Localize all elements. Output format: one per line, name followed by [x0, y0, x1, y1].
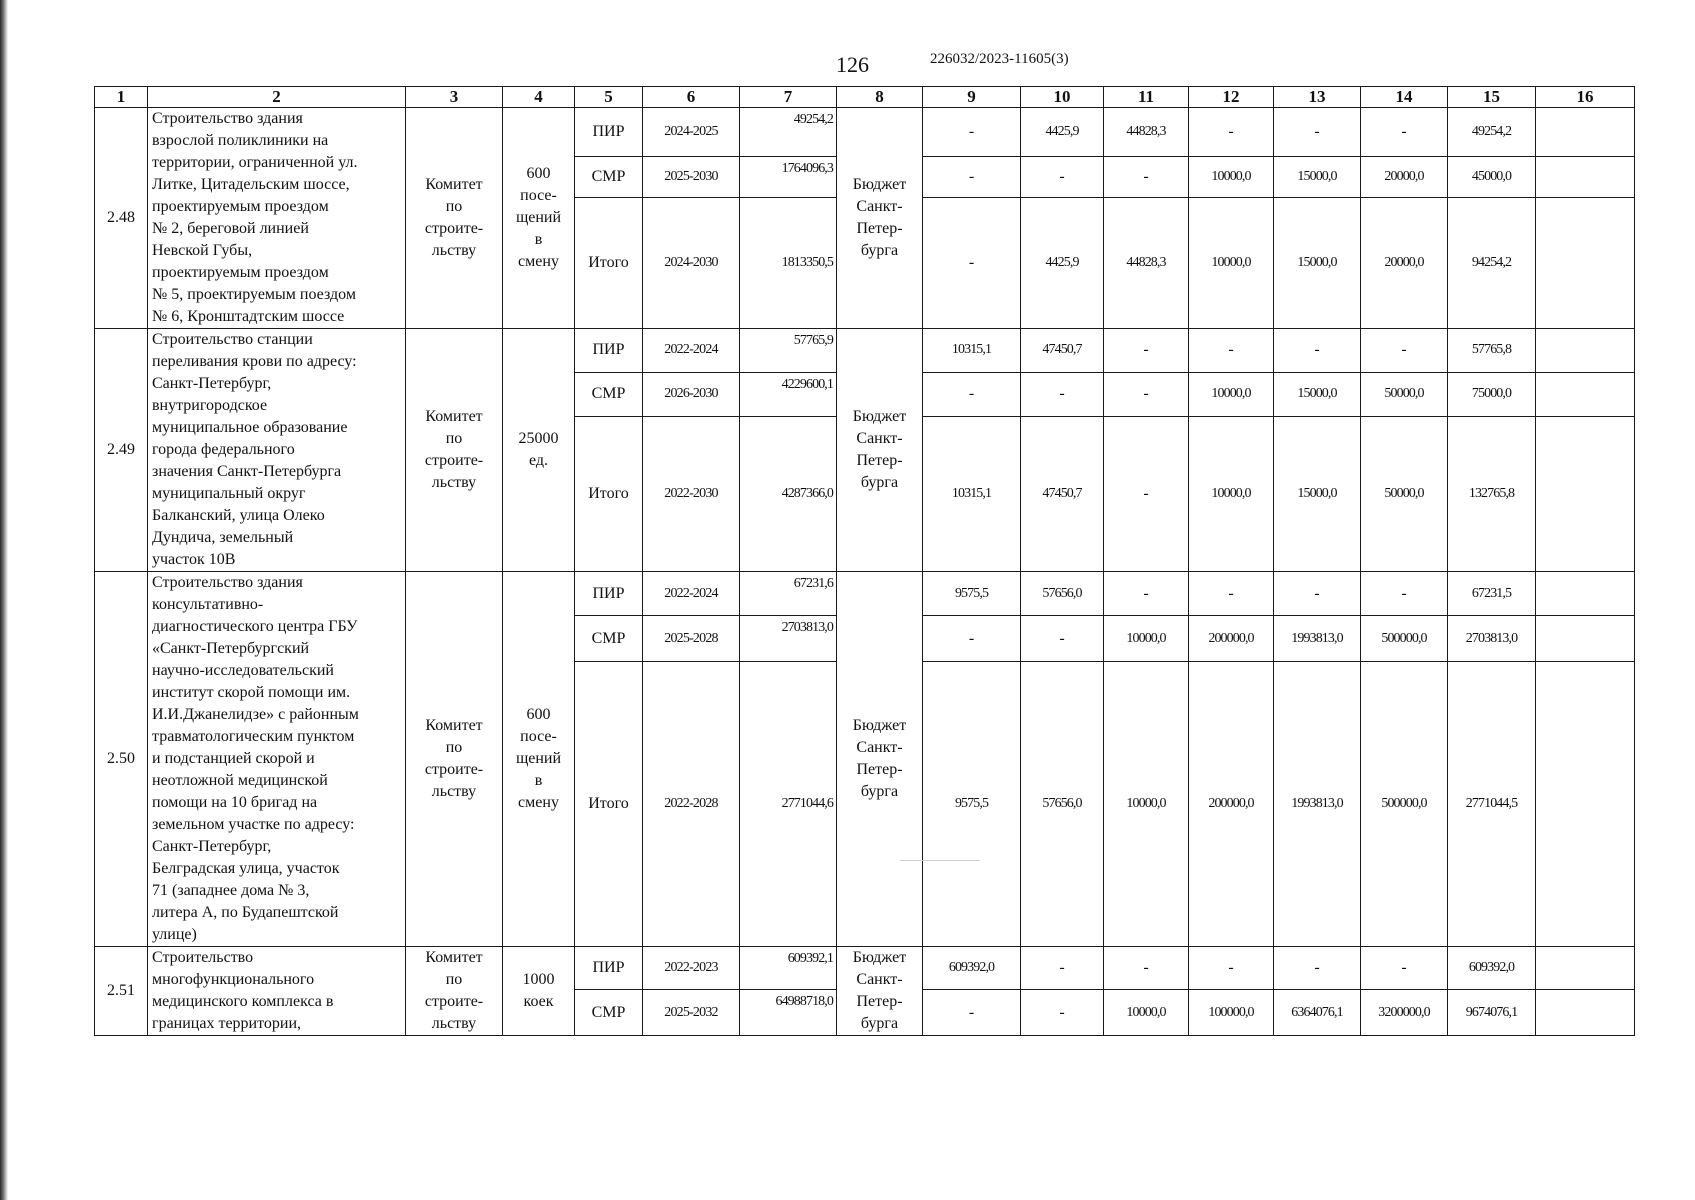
stage: СМР [575, 990, 643, 1036]
object-name-line: земельном участке по адресу: [152, 816, 355, 833]
year-amount-col-13: - [1274, 108, 1361, 157]
estimated-cost: 67231,6 [740, 572, 837, 616]
stage: ПИР [575, 329, 643, 373]
period: 2022-2028 [643, 662, 740, 947]
stage: ПИР [575, 947, 643, 990]
year-amount-col-13: 1993813,0 [1274, 662, 1361, 947]
header-col-9: 9 [923, 87, 1021, 108]
object-name-line: травматологическим пунктом [152, 728, 355, 745]
object-name-line: консультативно- [152, 596, 264, 613]
funding-source-line: Петер- [856, 452, 903, 469]
year-amount-col-11: - [1104, 572, 1189, 616]
row-number: 2.51 [95, 947, 148, 1036]
object-name-line: многофункционального [152, 971, 315, 988]
object-name-line: Литке, Цитадельским шоссе, [152, 176, 350, 193]
year-amount-col-16 [1536, 662, 1635, 947]
table-row [95, 329, 1635, 373]
object-name-line: проектируемым проездом [152, 198, 329, 215]
estimated-cost: 2703813,0 [740, 616, 837, 662]
object-name-line: значения Санкт-Петербурга [152, 463, 342, 480]
object-name-line: научно-исследовательский [152, 662, 334, 679]
period: 2025-2030 [643, 157, 740, 198]
estimated-cost: 57765,9 [740, 329, 837, 373]
year-amount-col-16 [1536, 198, 1635, 329]
object-name-line: Строительство станции [152, 331, 313, 348]
row-number: 2.48 [95, 108, 148, 329]
funding-source-line: бурга [860, 242, 899, 259]
object-name-line: и подстанцией скорой и [152, 750, 315, 767]
capacity-line: 600 [526, 706, 551, 723]
object-name-line: Строительство здания [152, 574, 303, 591]
object-name-line: институт скорой помощи им. [152, 684, 351, 701]
period: 2024-2025 [643, 108, 740, 157]
year-amount-col-14: 500000,0 [1361, 616, 1448, 662]
year-amount-col-10: 4425,9 [1021, 108, 1104, 157]
year-amount-col-9: 10315,1 [923, 416, 1021, 571]
customer-line: строите- [424, 452, 484, 469]
year-amount-col-10: - [1021, 990, 1104, 1036]
table-row [95, 572, 1635, 616]
year-amount-col-11: 44828,3 [1104, 108, 1189, 157]
object-name-line: Санкт-Петербург, [152, 375, 272, 392]
funding-source-line: бурга [860, 1015, 899, 1032]
customer [406, 108, 503, 329]
year-amount-col-11: - [1104, 372, 1189, 416]
object-name-line: внутригородское [152, 397, 268, 414]
year-amount-col-14: - [1361, 329, 1448, 373]
customer-line: по [445, 971, 463, 988]
object-name-line: города федерального [152, 441, 295, 458]
period: 2022-2030 [643, 416, 740, 571]
row-number: 2.50 [95, 572, 148, 947]
year-amount-col-9: 10315,1 [923, 329, 1021, 373]
capacity-line: в [534, 772, 543, 789]
object-name-line: № 5, проектируемым поездом [152, 286, 356, 303]
funding-source-line: Петер- [856, 993, 903, 1010]
header-col-3: 3 [406, 87, 503, 108]
estimated-cost: 4229600,1 [740, 372, 837, 416]
year-amount-col-13: 15000,0 [1274, 416, 1361, 571]
year-amount-col-16 [1536, 108, 1635, 157]
scan-edge [0, 0, 8, 1200]
header-col-12: 12 [1189, 87, 1274, 108]
object-name-line: Санкт-Петербург, [152, 838, 272, 855]
year-amount-col-11: 44828,3 [1104, 198, 1189, 329]
year-amount-col-14: - [1361, 108, 1448, 157]
stage: ПИР [575, 572, 643, 616]
stage: СМР [575, 616, 643, 662]
year-amount-col-10: 47450,7 [1021, 416, 1104, 571]
funding-source-line: Бюджет [852, 949, 907, 966]
capacity-line: 1000 [522, 971, 555, 988]
row-number: 2.49 [95, 329, 148, 572]
stage: СМР [575, 372, 643, 416]
year-amount-col-12: 10000,0 [1189, 157, 1274, 198]
capacity [503, 947, 575, 1036]
year-amount-col-15: 609392,0 [1448, 947, 1536, 990]
year-amount-col-14: 50000,0 [1361, 416, 1448, 571]
year-amount-col-9: - [923, 108, 1021, 157]
document-code: 226032/2023-11605(3) [930, 51, 1069, 67]
funding-source-line: Петер- [856, 220, 903, 237]
object-name-line: неотложной медицинской [152, 772, 328, 789]
year-amount-col-13: 15000,0 [1274, 157, 1361, 198]
page-number: 126 [836, 52, 869, 77]
funding-source [837, 947, 923, 1036]
year-amount-col-10: 47450,7 [1021, 329, 1104, 373]
customer-line: по [445, 739, 463, 756]
object-name-line: № 2, береговой линией [152, 220, 309, 237]
funding-source [837, 329, 923, 572]
year-amount-col-12: - [1189, 108, 1274, 157]
funding-source-line: бурга [860, 783, 899, 800]
object-name-line: территории, ограниченной ул. [152, 154, 358, 171]
object-name-line: улице) [152, 926, 197, 943]
investment-table [94, 86, 1635, 1036]
year-amount-col-9: - [923, 198, 1021, 329]
year-amount-col-10: 57656,0 [1021, 662, 1104, 947]
year-amount-col-13: - [1274, 329, 1361, 373]
year-amount-col-15: 2771044,5 [1448, 662, 1536, 947]
year-amount-col-12: 100000,0 [1189, 990, 1274, 1036]
year-amount-col-9: 9575,5 [923, 572, 1021, 616]
object-name-line: Балканский, улица Олеко [152, 507, 325, 524]
scan-artifact-line [900, 860, 980, 861]
customer-line: льству [431, 783, 477, 800]
year-amount-col-12: - [1189, 572, 1274, 616]
year-amount-col-13: - [1274, 947, 1361, 990]
object-name [148, 572, 406, 947]
period: 2022-2024 [643, 572, 740, 616]
stage: Итого [575, 416, 643, 571]
year-amount-col-12: 10000,0 [1189, 198, 1274, 329]
object-name-line: муниципальный округ [152, 485, 306, 502]
customer-line: Комитет [425, 176, 483, 193]
year-amount-col-14: 20000,0 [1361, 198, 1448, 329]
funding-source-line: Петер- [856, 761, 903, 778]
object-name-line: Белградская улица, участок [152, 860, 340, 877]
object-name [148, 947, 406, 1036]
year-amount-col-15: 49254,2 [1448, 108, 1536, 157]
year-amount-col-11: 10000,0 [1104, 990, 1189, 1036]
header-col-1: 1 [95, 87, 148, 108]
funding-source-line: Санкт- [856, 971, 903, 988]
capacity-line: 600 [526, 165, 551, 182]
year-amount-col-12: 10000,0 [1189, 372, 1274, 416]
year-amount-col-10: - [1021, 372, 1104, 416]
object-name-line: диагностического центра ГБУ [152, 618, 358, 635]
capacity-line: посе- [520, 728, 557, 745]
customer-line: строите- [424, 993, 484, 1010]
year-amount-col-9: 609392,0 [923, 947, 1021, 990]
header-col-5: 5 [575, 87, 643, 108]
year-amount-col-12: 10000,0 [1189, 416, 1274, 571]
year-amount-col-13: 6364076,1 [1274, 990, 1361, 1036]
table-row [95, 947, 1635, 990]
year-amount-col-12: - [1189, 329, 1274, 373]
year-amount-col-15: 75000,0 [1448, 372, 1536, 416]
object-name-line: взрослой поликлиники на [152, 132, 329, 149]
customer-line: по [445, 198, 463, 215]
year-amount-col-16 [1536, 572, 1635, 616]
stage: ПИР [575, 108, 643, 157]
header-col-11: 11 [1104, 87, 1189, 108]
year-amount-col-11: - [1104, 329, 1189, 373]
object-name-line: Невской Губы, [152, 242, 253, 259]
year-amount-col-11: 10000,0 [1104, 662, 1189, 947]
estimated-cost: 1764096,3 [740, 157, 837, 198]
estimated-cost: 2771044,6 [740, 662, 837, 947]
customer [406, 329, 503, 572]
estimated-cost: 49254,2 [740, 108, 837, 157]
customer-line: Комитет [425, 408, 483, 425]
customer-line: льству [431, 474, 477, 491]
customer-line: по [445, 430, 463, 447]
funding-source-line: Бюджет [852, 717, 907, 734]
year-amount-col-11: - [1104, 947, 1189, 990]
year-amount-col-14: 50000,0 [1361, 372, 1448, 416]
customer-line: Комитет [425, 949, 483, 966]
year-amount-col-11: - [1104, 416, 1189, 571]
object-name-line: Строительство [152, 949, 254, 966]
table-row [95, 108, 1635, 157]
capacity-line: посе- [520, 187, 557, 204]
header-col-6: 6 [643, 87, 740, 108]
capacity-line: щений [515, 209, 562, 226]
year-amount-col-13: 15000,0 [1274, 198, 1361, 329]
estimated-cost: 1813350,5 [740, 198, 837, 329]
object-name [148, 329, 406, 572]
header-col-14: 14 [1361, 87, 1448, 108]
capacity [503, 572, 575, 947]
header-col-15: 15 [1448, 87, 1536, 108]
year-amount-col-15: 9674076,1 [1448, 990, 1536, 1036]
year-amount-col-13: 1993813,0 [1274, 616, 1361, 662]
stage: СМР [575, 157, 643, 198]
year-amount-col-16 [1536, 616, 1635, 662]
funding-source [837, 108, 923, 329]
header-col-7: 7 [740, 87, 837, 108]
year-amount-col-13: - [1274, 572, 1361, 616]
year-amount-col-14: 20000,0 [1361, 157, 1448, 198]
stage: Итого [575, 198, 643, 329]
year-amount-col-15: 94254,2 [1448, 198, 1536, 329]
period: 2022-2023 [643, 947, 740, 990]
estimated-cost: 4287366,0 [740, 416, 837, 571]
year-amount-col-10: - [1021, 157, 1104, 198]
year-amount-col-16 [1536, 947, 1635, 990]
funding-source-line: Санкт- [856, 430, 903, 447]
stage: Итого [575, 662, 643, 947]
customer-line: строите- [424, 220, 484, 237]
customer-line: Комитет [425, 717, 483, 734]
period: 2022-2024 [643, 329, 740, 373]
year-amount-col-16 [1536, 372, 1635, 416]
header-row [95, 87, 1635, 108]
estimated-cost: 609392,1 [740, 947, 837, 990]
capacity-line: смену [518, 253, 559, 270]
year-amount-col-11: - [1104, 157, 1189, 198]
header-col-8: 8 [837, 87, 923, 108]
period: 2024-2030 [643, 198, 740, 329]
object-name-line: границах территории, [152, 1015, 302, 1032]
year-amount-col-9: - [923, 616, 1021, 662]
funding-source-line: Санкт- [856, 198, 903, 215]
year-amount-col-15: 67231,5 [1448, 572, 1536, 616]
year-amount-col-10: 57656,0 [1021, 572, 1104, 616]
capacity-line: 25000 [518, 430, 559, 447]
object-name-line: переливания крови по адресу: [152, 353, 357, 370]
year-amount-col-15: 132765,8 [1448, 416, 1536, 571]
year-amount-col-11: 10000,0 [1104, 616, 1189, 662]
capacity-line: щений [515, 750, 562, 767]
year-amount-col-16 [1536, 990, 1635, 1036]
funding-source-line: бурга [860, 474, 899, 491]
object-name-line: «Санкт-Петербургский [152, 640, 310, 657]
object-name-line: литера А, по Будапештской [152, 904, 339, 921]
year-amount-col-14: - [1361, 572, 1448, 616]
header-col-4: 4 [503, 87, 575, 108]
object-name-line: медицинского комплекса в [152, 993, 334, 1010]
object-name-line: помощи на 10 бригад на [152, 794, 318, 811]
funding-source-line: Бюджет [852, 408, 907, 425]
estimated-cost: 64988718,0 [740, 990, 837, 1036]
object-name-line: проектируемым проездом [152, 264, 329, 281]
capacity [503, 108, 575, 329]
customer-line: льству [431, 242, 477, 259]
year-amount-col-10: - [1021, 616, 1104, 662]
capacity-line: ед. [528, 452, 549, 469]
year-amount-col-10: - [1021, 947, 1104, 990]
customer [406, 572, 503, 947]
year-amount-col-16 [1536, 157, 1635, 198]
year-amount-col-14: 3200000,0 [1361, 990, 1448, 1036]
object-name-line: участок 10В [152, 551, 236, 568]
year-amount-col-9: 9575,5 [923, 662, 1021, 947]
object-name-line: Дундича, земельный [152, 529, 294, 546]
year-amount-col-9: - [923, 157, 1021, 198]
capacity-line: коек [523, 993, 554, 1010]
period: 2026-2030 [643, 372, 740, 416]
year-amount-col-16 [1536, 329, 1635, 373]
object-name-line: 71 (западнее дома № 3, [152, 882, 310, 899]
object-name [148, 108, 406, 329]
header-col-2: 2 [148, 87, 406, 108]
capacity-line: в [534, 231, 543, 248]
funding-source [837, 572, 923, 947]
object-name-line: № 6, Кронштадтским шоссе [152, 308, 345, 325]
year-amount-col-14: - [1361, 947, 1448, 990]
year-amount-col-15: 57765,8 [1448, 329, 1536, 373]
object-name-line: Строительство здания [152, 110, 303, 127]
year-amount-col-10: 4425,9 [1021, 198, 1104, 329]
period: 2025-2032 [643, 990, 740, 1036]
year-amount-col-15: 45000,0 [1448, 157, 1536, 198]
year-amount-col-9: - [923, 990, 1021, 1036]
customer-line: строите- [424, 761, 484, 778]
object-name-line: И.И.Джанелидзе» с районным [152, 706, 359, 723]
header-col-13: 13 [1274, 87, 1361, 108]
capacity [503, 329, 575, 572]
year-amount-col-15: 2703813,0 [1448, 616, 1536, 662]
year-amount-col-13: 15000,0 [1274, 372, 1361, 416]
year-amount-col-14: 500000,0 [1361, 662, 1448, 947]
customer [406, 947, 503, 1036]
customer-line: льству [431, 1015, 477, 1032]
object-name-line: муниципальное образование [152, 419, 348, 436]
year-amount-col-12: 200000,0 [1189, 616, 1274, 662]
header-col-16: 16 [1536, 87, 1635, 108]
funding-source-line: Бюджет [852, 176, 907, 193]
year-amount-col-12: - [1189, 947, 1274, 990]
capacity-line: смену [518, 794, 559, 811]
funding-source-line: Санкт- [856, 739, 903, 756]
year-amount-col-9: - [923, 372, 1021, 416]
period: 2025-2028 [643, 616, 740, 662]
year-amount-col-12: 200000,0 [1189, 662, 1274, 947]
header-col-10: 10 [1021, 87, 1104, 108]
year-amount-col-16 [1536, 416, 1635, 571]
